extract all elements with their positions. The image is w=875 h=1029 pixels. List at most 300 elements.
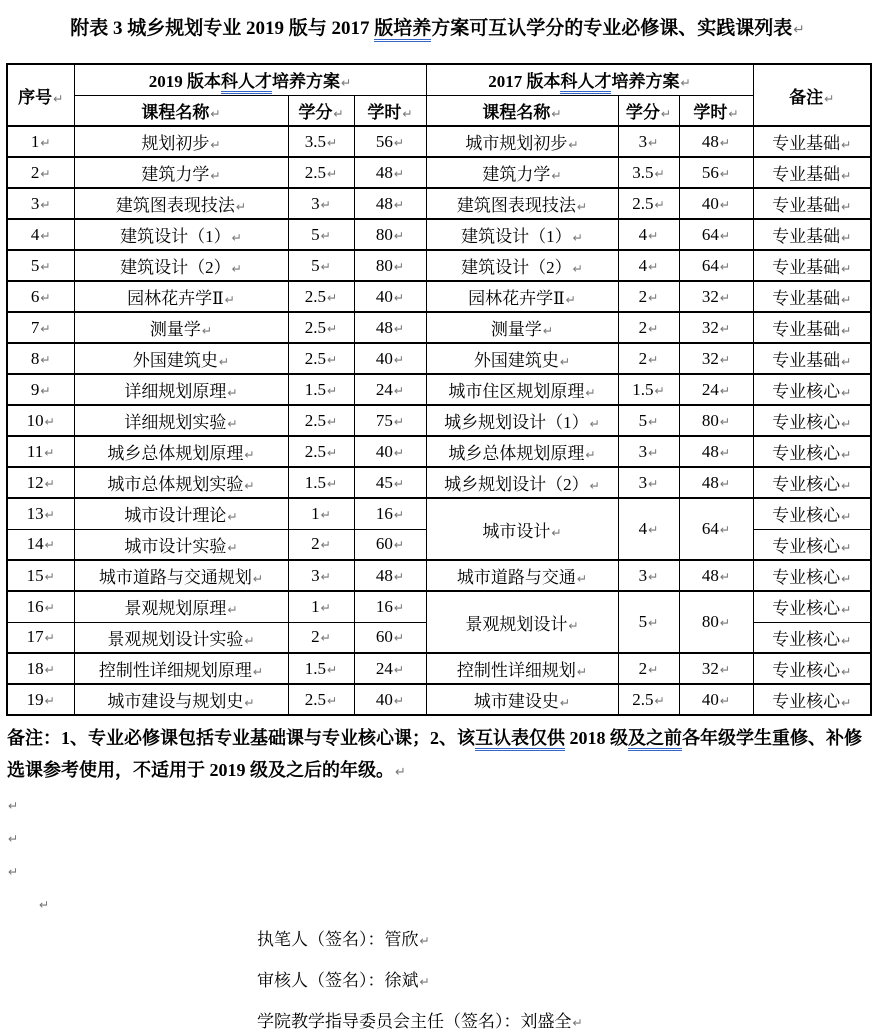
paragraph-mark: ↵: [395, 765, 406, 780]
credit-header-2017: [618, 95, 679, 126]
course-2017-cell: [426, 405, 618, 436]
cell-text: 建筑设计（2）: [120, 258, 231, 277]
course-2017-cell: [426, 126, 618, 157]
cell-text: 56: [375, 131, 393, 151]
seq-cell: [7, 405, 74, 436]
hours-2019-cell: [354, 560, 426, 591]
paragraph-mark: ↵: [201, 324, 213, 338]
paragraph-mark: ↵: [393, 321, 405, 336]
seq-cell: [7, 219, 74, 250]
hours-header-2017: [679, 95, 753, 126]
paragraph-mark: ↵: [576, 665, 588, 679]
paragraph-mark: ↵: [648, 352, 659, 367]
credit-2019-cell: [288, 157, 354, 188]
paragraph-mark: ↵: [244, 448, 255, 462]
header-text: 学时: [693, 102, 728, 122]
seq-cell: [7, 622, 74, 653]
course-2017-cell: [426, 467, 618, 498]
signature-block: [0, 931, 875, 1029]
paragraph-mark: ↵: [218, 355, 230, 369]
table-row: [7, 343, 871, 374]
course-2019-cell: [74, 653, 288, 684]
cell-text: 13: [26, 503, 44, 523]
empty-paragraph-indented: [0, 888, 875, 921]
paragraph-mark: ↵: [393, 166, 405, 181]
course-2019-cell: [74, 405, 288, 436]
paragraph-mark: ↵: [824, 91, 835, 106]
cell-text: 城市总体规划实验: [107, 475, 244, 494]
cell-text: 19: [26, 689, 44, 709]
cell-text: 专业核心: [772, 599, 841, 619]
seq-cell: [7, 157, 74, 188]
cell-text: 2.5: [304, 689, 326, 709]
remark-cell: [753, 436, 871, 467]
course-2019-cell: [74, 157, 288, 188]
header-text: 学时: [367, 102, 402, 122]
paragraph-mark: ↵: [719, 352, 731, 367]
paragraph-mark: ↵: [393, 352, 405, 367]
header-text: 学分: [298, 102, 333, 122]
paragraph-mark: ↵: [654, 383, 665, 398]
paragraph-mark: ↵: [393, 538, 405, 553]
paragraph-mark: ↵: [841, 633, 852, 648]
cell-text: 专业基础: [772, 165, 841, 184]
paragraph-mark: ↵: [326, 135, 338, 150]
credit-2017-cell: [618, 405, 679, 436]
hours-2019-cell: [354, 529, 426, 560]
cell-text: 城乡规划设计（2）: [444, 475, 589, 494]
remark-cell: [753, 529, 871, 560]
paragraph-mark: ↵: [551, 169, 562, 183]
credit-2017-cell: [618, 560, 679, 591]
paragraph-mark: ↵: [585, 448, 596, 462]
text-run: 培养方案: [271, 72, 340, 92]
cell-text: 3: [638, 131, 648, 151]
credit-header-2019: [288, 95, 354, 126]
cell-text: 1: [311, 596, 320, 616]
cell-text: 64: [701, 519, 719, 538]
header-text: 学分: [625, 102, 660, 122]
hours-2017-cell: [679, 281, 753, 312]
cell-text: 2.5: [632, 193, 654, 213]
cell-text: 1: [30, 131, 40, 151]
paragraph-mark: ↵: [224, 293, 235, 307]
remark-cell: [753, 498, 871, 529]
paragraph-mark: ↵: [326, 352, 338, 367]
cell-text: 2: [638, 317, 648, 337]
cell-text: 18: [26, 658, 44, 678]
paragraph-mark: ↵: [585, 386, 596, 400]
paragraph-mark: ↵: [841, 231, 852, 245]
cell-text: 城市道路与交通规划: [98, 568, 252, 587]
cell-text: 2: [638, 658, 648, 678]
course-2017-cell: [426, 188, 618, 219]
course-2019-cell: [74, 529, 288, 560]
paragraph-mark: ↵: [8, 832, 19, 846]
cell-text: 48: [701, 565, 719, 585]
paragraph-mark: ↵: [841, 572, 852, 586]
cell-text: 15: [26, 565, 44, 585]
hours-2017-cell: [679, 591, 753, 653]
signature-text: 学院教学指导委员会主任（签名）：刘盛全: [257, 1012, 572, 1029]
empty-paragraph: [0, 789, 875, 822]
course-2017-cell: [426, 343, 618, 374]
hours-2019-cell: [354, 126, 426, 157]
cell-text: 40: [375, 689, 393, 709]
cell-text: 3.5: [304, 131, 326, 151]
hours-2017-cell: [679, 312, 753, 343]
course-2017-cell: [426, 591, 618, 653]
hours-2019-cell: [354, 498, 426, 529]
hours-2019-cell: [354, 374, 426, 405]
cell-text: 城市设计实验: [124, 536, 227, 556]
cell-text: 建筑设计（2）: [461, 258, 572, 277]
course-2019-cell: [74, 126, 288, 157]
hours-header-2019: [354, 95, 426, 126]
course-2019-cell: [74, 250, 288, 281]
course-2017-cell: [426, 374, 618, 405]
paragraph-mark: ↵: [40, 135, 51, 150]
course-2019-cell: [74, 312, 288, 343]
table-row: [7, 219, 871, 250]
paragraph-mark: ↵: [559, 696, 571, 710]
cell-text: 外国建筑史: [473, 351, 559, 370]
cell-text: 专业核心: [772, 382, 841, 401]
cell-text: 3: [311, 565, 320, 585]
hours-2017-cell: [679, 684, 753, 715]
credit-2019-cell: [288, 126, 354, 157]
cell-text: 3: [311, 193, 320, 213]
header-text: 备注: [789, 87, 824, 107]
cell-text: 1.5: [632, 379, 654, 399]
empty-paragraph: [0, 822, 875, 855]
paragraph-mark: ↵: [326, 693, 338, 708]
paragraph-mark: ↵: [719, 616, 731, 630]
hours-2019-cell: [354, 436, 426, 467]
paragraph-mark: ↵: [841, 262, 852, 276]
paragraph-mark: ↵: [53, 91, 64, 106]
cell-text: 专业核心: [772, 629, 841, 649]
signature-text: 审核人（签名）：徐斌: [257, 971, 419, 990]
paragraph-mark: ↵: [333, 106, 344, 121]
paragraph-mark: ↵: [565, 293, 576, 307]
cell-text: 2: [638, 286, 648, 306]
paragraph-mark: ↵: [719, 166, 731, 181]
cell-text: 3.5: [632, 162, 654, 182]
paragraph-mark: ↵: [719, 259, 731, 274]
course-2017-cell: [426, 219, 618, 250]
paragraph-mark: ↵: [793, 22, 805, 38]
course-2017-cell: [426, 498, 618, 560]
cell-text: 控制性详细规划: [456, 661, 576, 680]
paragraph-mark: ↵: [841, 540, 852, 555]
table-row: [7, 374, 871, 405]
cell-text: 景观规划设计实验: [107, 629, 244, 649]
cell-text: 6: [30, 286, 40, 306]
credit-2017-cell: [618, 250, 679, 281]
paragraph-mark: ↵: [244, 479, 255, 493]
seq-cell: [7, 591, 74, 622]
underlined-text: 版培养: [374, 18, 431, 42]
cell-text: 城市规划初步: [465, 134, 568, 153]
paragraph-mark: ↵: [326, 166, 338, 181]
cell-text: 40: [375, 348, 393, 368]
paragraph-mark: ↵: [44, 538, 55, 553]
paragraph-mark: ↵: [393, 135, 405, 150]
paragraph-mark: ↵: [572, 262, 583, 276]
course-2019-cell: [74, 684, 288, 715]
paragraph-mark: ↵: [728, 106, 739, 121]
remark-cell: [753, 188, 871, 219]
paragraph-mark: ↵: [568, 618, 579, 633]
cell-text: 2.5: [304, 317, 326, 337]
paragraph-mark: ↵: [572, 1016, 583, 1029]
course-2017-cell: [426, 436, 618, 467]
hours-2017-cell: [679, 188, 753, 219]
paragraph-mark: ↵: [44, 693, 55, 708]
cell-text: 专业基础: [772, 320, 841, 339]
paragraph-mark: ↵: [393, 228, 405, 243]
credit-2017-cell: [618, 312, 679, 343]
hours-2019-cell: [354, 591, 426, 622]
credit-2017-cell: [618, 498, 679, 560]
table-row: [7, 126, 871, 157]
signature-text: 执笔人（签名）：管欣: [257, 930, 419, 949]
cell-text: 14: [26, 534, 44, 554]
remark-cell: [753, 281, 871, 312]
cell-text: 景观规划原理: [124, 599, 227, 619]
cell-text: 32: [701, 658, 719, 678]
cell-text: 专业基础: [772, 227, 841, 246]
text-run: 方案可互认学分的专业必修课、实践课列表: [431, 18, 793, 39]
cell-text: 12: [26, 472, 44, 492]
paragraph-mark: ↵: [648, 523, 659, 537]
hours-2017-cell: [679, 250, 753, 281]
hours-2017-cell: [679, 436, 753, 467]
cell-text: 详细规划原理: [124, 382, 227, 401]
remark-cell: [753, 653, 871, 684]
paragraph-mark: ↵: [227, 540, 238, 555]
text-run: 2017 版本: [488, 72, 561, 92]
paragraph-mark: ↵: [648, 228, 659, 243]
cell-text: 专业核心: [772, 475, 841, 494]
paragraph-mark: ↵: [419, 975, 430, 989]
text-run: 备注：1、专业必修课包括专业基础课与专业核心课；2、该: [7, 728, 475, 748]
paragraph-mark: ↵: [719, 476, 731, 491]
hours-2019-cell: [354, 684, 426, 715]
cell-text: 景观规划设计: [465, 614, 568, 634]
cell-text: 48: [701, 472, 719, 492]
cell-text: 2.5: [304, 410, 326, 430]
credit-2019-cell: [288, 560, 354, 591]
cell-text: 64: [701, 224, 719, 244]
paragraph-mark: ↵: [40, 352, 51, 367]
paragraph-mark: ↵: [8, 799, 19, 813]
credit-2019-cell: [288, 250, 354, 281]
cell-text: 5: [311, 255, 320, 275]
cell-text: 4: [30, 224, 40, 244]
paragraph-mark: ↵: [40, 197, 51, 212]
paragraph-mark: ↵: [576, 200, 588, 214]
remark-cell: [753, 312, 871, 343]
paragraph-mark: ↵: [326, 290, 338, 305]
cell-text: 16: [375, 596, 393, 616]
paragraph-mark: ↵: [320, 228, 331, 243]
paragraph-mark: ↵: [40, 290, 51, 305]
paragraph-mark: ↵: [719, 135, 731, 150]
paragraph-mark: ↵: [326, 445, 338, 460]
seq-cell: [7, 436, 74, 467]
cell-text: 5: [638, 410, 648, 430]
credit-2017-cell: [618, 374, 679, 405]
cell-text: 16: [26, 596, 44, 616]
paragraph-mark: ↵: [40, 166, 51, 181]
header-row-plans: [7, 64, 871, 95]
paragraph-mark: ↵: [841, 293, 852, 307]
cell-text: 2: [30, 162, 40, 182]
paragraph-mark: ↵: [326, 476, 338, 491]
paragraph-mark: ↵: [40, 259, 51, 274]
cell-text: 7: [30, 317, 40, 337]
table-row: [7, 436, 871, 467]
paragraph-mark: ↵: [210, 169, 221, 183]
credit-2019-cell: [288, 529, 354, 560]
paragraph-mark: ↵: [231, 262, 242, 276]
paragraph-mark: ↵: [393, 631, 405, 646]
credit-2019-cell: [288, 684, 354, 715]
cell-text: 建筑力学: [141, 165, 210, 184]
table-row: [7, 467, 871, 498]
paragraph-mark: ↵: [231, 231, 242, 245]
course-2019-cell: [74, 219, 288, 250]
cell-text: 4: [638, 255, 648, 275]
paragraph-mark: ↵: [841, 386, 852, 400]
course-header-2019: [74, 95, 288, 126]
credit-2017-cell: [618, 684, 679, 715]
paragraph-mark: ↵: [841, 448, 852, 462]
cell-text: 17: [26, 627, 44, 647]
cell-text: 48: [375, 193, 393, 213]
paragraph-mark: ↵: [841, 138, 852, 152]
credit-2019-cell: [288, 343, 354, 374]
paragraph-mark: ↵: [244, 696, 255, 710]
paragraph-mark: ↵: [719, 414, 731, 429]
cell-text: 80: [701, 612, 719, 631]
note-paragraph: [7, 722, 869, 789]
hours-2017-cell: [679, 405, 753, 436]
seq-cell: [7, 188, 74, 219]
table-header: [7, 64, 871, 126]
credit-2019-cell: [288, 219, 354, 250]
paragraph-mark: ↵: [44, 476, 55, 491]
paragraph-mark: ↵: [44, 600, 55, 615]
paragraph-mark: ↵: [326, 662, 338, 677]
paragraph-mark: ↵: [680, 76, 691, 91]
paragraph-mark: ↵: [340, 76, 352, 91]
paragraph-mark: ↵: [841, 355, 852, 369]
hours-2019-cell: [354, 622, 426, 653]
hours-2019-cell: [354, 343, 426, 374]
underlined-text: 科人才: [560, 72, 611, 94]
cell-text: 24: [701, 379, 719, 399]
paragraph-mark: ↵: [648, 616, 659, 630]
paragraph-mark: ↵: [719, 197, 731, 212]
paragraph-mark: ↵: [210, 138, 221, 152]
cell-text: 64: [701, 255, 719, 275]
course-2017-cell: [426, 312, 618, 343]
cell-text: 园林花卉学Ⅱ: [127, 289, 224, 308]
paragraph-mark: ↵: [44, 445, 55, 460]
cell-text: 48: [375, 162, 393, 182]
cell-text: 48: [375, 565, 393, 585]
cell-text: 60: [375, 627, 393, 647]
cell-text: 建筑图表现技法: [115, 196, 235, 215]
cell-text: 8: [30, 348, 40, 368]
paragraph-mark: ↵: [841, 696, 852, 710]
cell-text: 9: [30, 379, 40, 399]
credit-2019-cell: [288, 281, 354, 312]
hours-2017-cell: [679, 343, 753, 374]
paragraph-mark: ↵: [40, 228, 51, 243]
table-row: [7, 591, 871, 622]
table-body: [7, 126, 871, 715]
hours-2019-cell: [354, 312, 426, 343]
course-2017-cell: [426, 684, 618, 715]
paragraph-mark: ↵: [252, 665, 264, 679]
paragraph-mark: ↵: [719, 523, 731, 537]
paragraph-mark: ↵: [320, 538, 331, 553]
paragraph-mark: ↵: [320, 197, 331, 212]
credit-2019-cell: [288, 312, 354, 343]
cell-text: 2.5: [632, 689, 654, 709]
paragraph-mark: ↵: [551, 106, 562, 121]
paragraph-mark: ↵: [660, 106, 672, 121]
cell-text: 2.5: [304, 162, 326, 182]
paragraph-mark: ↵: [227, 417, 238, 431]
cell-text: 测量学: [149, 320, 201, 339]
paragraph-mark: ↵: [326, 383, 338, 398]
text-run: 各年级学生重修、补修选课参考使用，不适用于 2019 级及之后的年级。: [7, 728, 862, 780]
paragraph-mark: ↵: [44, 631, 55, 646]
cell-text: 专业核心: [772, 536, 841, 556]
paragraph-mark: ↵: [719, 321, 731, 336]
hours-2019-cell: [354, 405, 426, 436]
cell-text: 16: [375, 503, 393, 523]
paragraph-mark: ↵: [648, 569, 659, 584]
cell-text: 3: [638, 441, 648, 461]
paragraph-mark: ↵: [40, 321, 51, 336]
course-2019-cell: [74, 467, 288, 498]
paragraph-mark: ↵: [568, 138, 579, 152]
course-2019-cell: [74, 188, 288, 219]
cell-text: 1.5: [304, 379, 326, 399]
credit-2019-cell: [288, 188, 354, 219]
remark-cell: [753, 343, 871, 374]
table-row: [7, 281, 871, 312]
course-2019-cell: [74, 374, 288, 405]
hours-2019-cell: [354, 250, 426, 281]
paragraph-mark: ↵: [227, 603, 238, 618]
cell-text: 2: [311, 627, 320, 647]
credit-2017-cell: [618, 188, 679, 219]
cell-text: 1: [311, 503, 320, 523]
paragraph-mark: ↵: [40, 383, 51, 398]
paragraph-mark: ↵: [393, 383, 405, 398]
course-2019-cell: [74, 498, 288, 529]
paragraph-mark: ↵: [841, 324, 852, 338]
credit-2019-cell: [288, 591, 354, 622]
credit-2019-cell: [288, 405, 354, 436]
